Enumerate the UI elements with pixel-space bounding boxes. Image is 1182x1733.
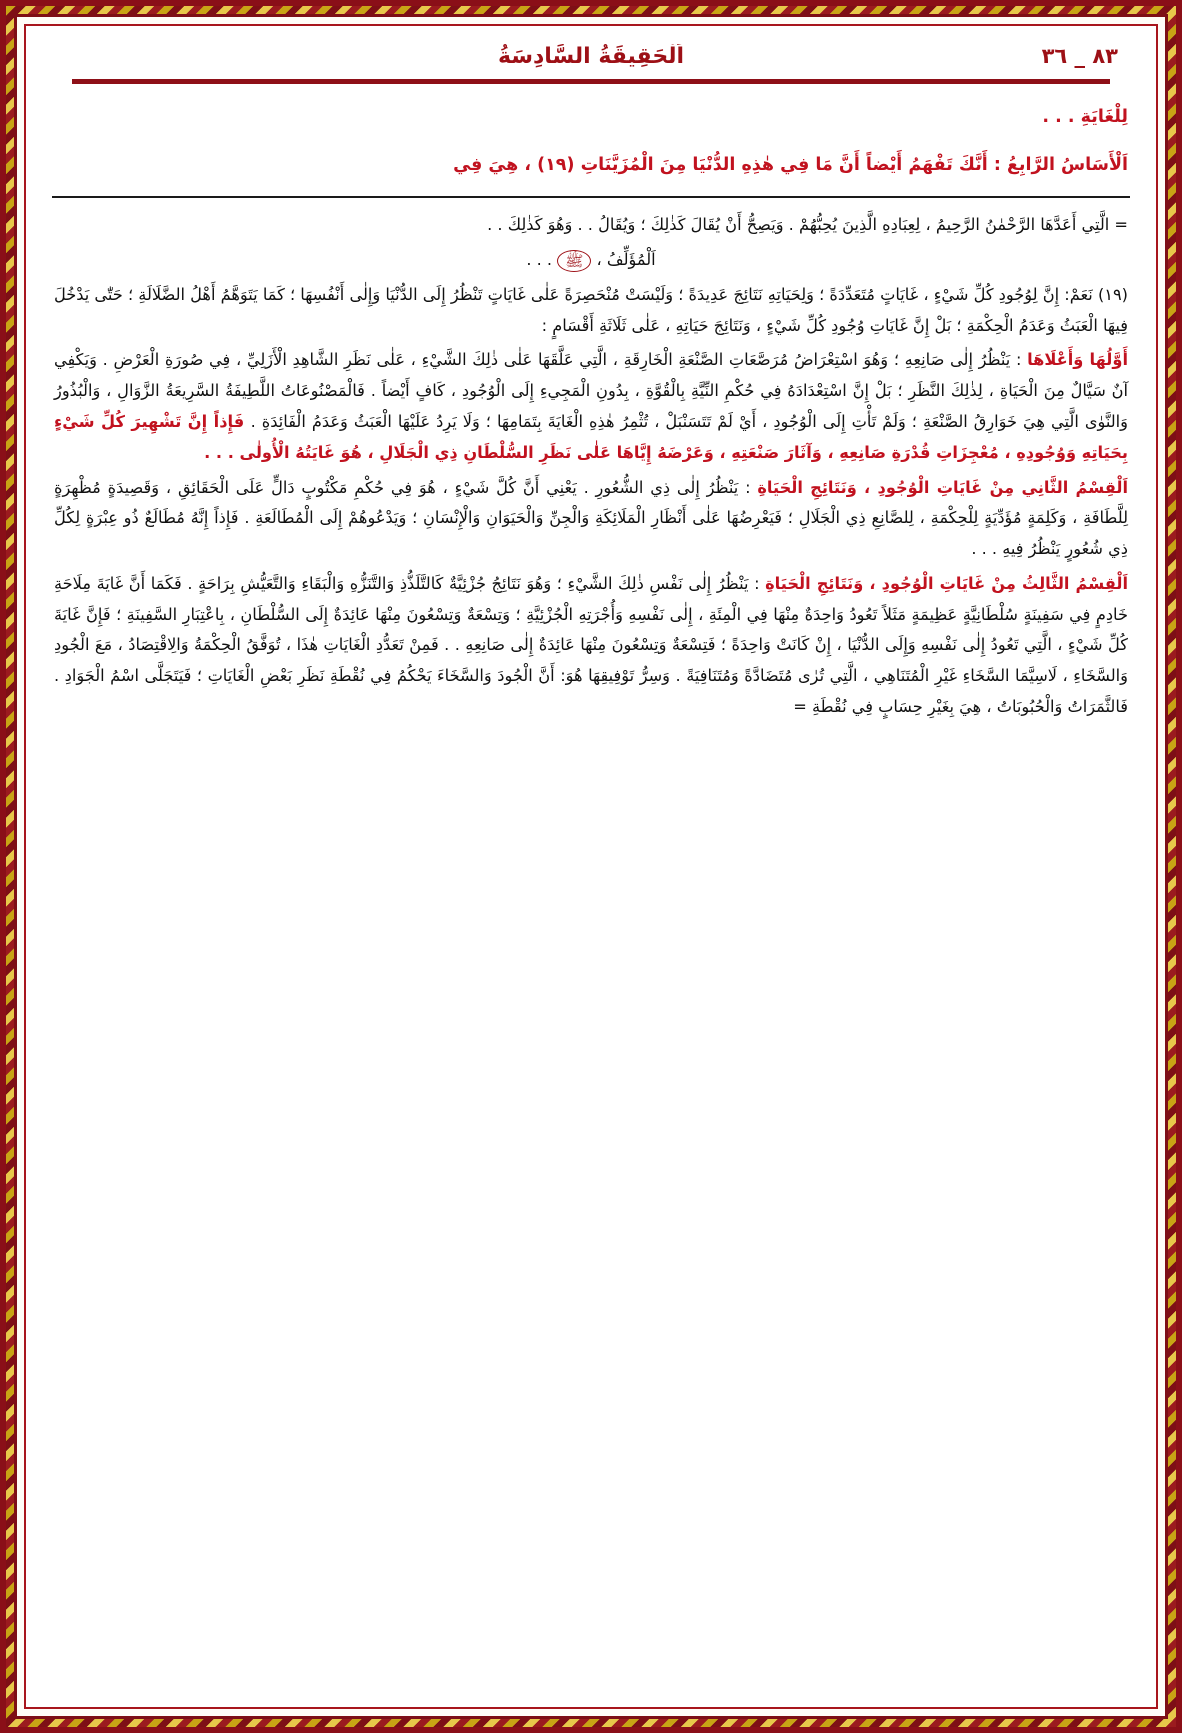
footnote-divider	[52, 196, 1130, 198]
page-number: ٨٣ _ ٣٦	[1041, 44, 1118, 68]
first-section-paragraph	[46, 345, 1136, 468]
fourth-principle-paragraph: اَلْأَسَاسُ الرَّابِعُ : أَنَّكَ تَفْهَمُ أَيْضاً أَنَّ مَا فِي هٰذِهِ الدُّنْيَا مِنَ الْمُزَيَّنَاتِ (١٩) ، هِيَ فِي	[453, 155, 1128, 176]
page-header	[46, 44, 1136, 69]
third-section-paragraph	[46, 569, 1136, 723]
page-title: اَلْحَقِيقَةُ السَّادِسَةُ	[497, 44, 685, 69]
header-divider	[72, 79, 1110, 84]
footnote-author-label: اَلْمُؤَلِّفُ ،	[591, 250, 656, 270]
second-section-paragraph	[46, 473, 1136, 565]
footnote-continued: = الَّتِي أَعَدَّهَا الرَّحْمٰنُ الرَّحِيمُ ، لِعِبَادِهِ الَّذِينَ يُحِبُّهُمْ . وَيَصِحُّ أَنْ يُقَالَ كَذٰلِكَ ؛ وَيُقَالُ . . وَهُوَ كَذٰلِكَ . .	[487, 215, 1128, 235]
line-continuation: لِلْغَايَةِ . . .	[1042, 107, 1128, 127]
footnote-19: (١٩) نَعَمْ: إِنَّ لِوُجُودِ كُلِّ شَيْءٍ ، غَايَاتٍ مُتَعَدِّدَةً ؛ وَلِحَيَاتِهِ نَتَائِجَ عَدِيدَةً ؛ وَلَيْسَتْ مُنْحَصِرَةً عَلٰى غَايَاتٍ تَنْظُرُ إِلَى الدُّنْيَا وَإِلٰى أَنْفُسِهَا ؛ كَمَا يَتَوَهَّمُ أَهْلُ الضَّلَالَةِ ؛ حَتّٰى يَدْخُلَ فِيهَا الْعَبَثُ وَعَدَمُ الْحِكْمَةِ ؛ بَلْ إِنَّ غَايَاتِ وُجُودِ كُلِّ شَيْءٍ ، وَنَتَائِجَ حَيَاتِهِ ، عَلٰى ثَلَاثَةِ أَقْسَامٍ :	[54, 284, 1128, 335]
second-section-heading: اَلْقِسْمُ الثَّانِي مِنْ غَايَاتِ الْوُجُودِ ، وَنَتَائِجِ الْحَيَاةِ	[757, 477, 1128, 497]
first-section-heading: أَوَّلُهَا وَأَعْلَاهَا	[1027, 350, 1128, 370]
first-section-text: : يَنْظُرُ إِلٰى صَانِعِهِ ؛ وَهُوَ اسْتِعْرَاضُ مُرَصَّعَاتِ الصَّنْعَةِ الْخَارِقَةِ ، الَّتِي عَلَّقَهَا عَلٰى ذٰلِكَ الشَّيْءِ ، عَلٰى نَظَرِ الشَّاهِدِ الْأَزَلِيِّ ، فِي صُورَةِ الْعَرْضِ . وَيَكْفِي آنٌ سَيَّالٌ مِنَ الْحَيَاةِ ، لِذٰلِكَ النَّظَرِ ؛ بَلْ إِنَّ اسْتِعْدَادَهُ فِي حُكْمِ النِّيَّةِ بِالْقُوَّةِ ، بِدُونِ الْمَجِيءِ إِلَى الْوُجُودِ ، كَافٍ أَيْضاً . فَالْمَصْنُوعَاتُ اللَّطِيفَةُ السَّرِيعَةُ الزَّوَالِ ، وَالْبُذُورُ وَالنَّوٰى الَّتِي هِيَ خَوَارِقُ الصَّنْعَةِ ؛ وَلَمْ تَأْتِ إِلَى الْوُجُودِ ، أَيْ لَمْ تَتَسَنْبَلْ ، تُثْمِرُ هٰذِهِ الْغَايَةَ بِتَمَامِهَا ؛ وَلَا يَرِدُ عَلَيْهَا الْعَبَثُ وَعَدَمُ الْفَائِدَةِ .	[54, 350, 1128, 431]
footnote-author-tail: . . .	[526, 250, 558, 270]
second-section-text: : يَنْظُرُ إِلٰى ذِي الشُّعُورِ . يَعْنِي أَنَّ كُلَّ شَيْءٍ ، هُوَ فِي حُكْمِ مَكْتُوبٍ دَالٍّ عَلَى الْحَقَائِقِ ، وَقَصِيدَةٍ مُظْهِرَةٍ لِلَّطَافَةِ ، وَكَلِمَةٍ مُؤَدِّيَةٍ لِلْحِكْمَةِ ، لِلصَّانِعِ ذِي الْجَلَالِ ؛ فَيَعْرِضُهَا عَلٰى أَنْظَارِ الْمَلَائِكَةِ وَالْجِنِّ وَالْحَيَوَانِ وَالْإِنْسَانِ ؛ وَيَدْعُوهُمْ إِلَى الْمُطَالَعَةِ . فَإِذاً إِنَّهُ مُطَالَعٌ ذُو عِبْرَةٍ لِكُلِّ ذِي شُعُورٍ يَنْظُرُ فِيهِ . . .	[54, 477, 1128, 559]
page-content	[46, 44, 1136, 1693]
spacer	[46, 138, 1136, 148]
first-section-conclusion: فَإِذاً إِنَّ تَشْهِيرَ كُلِّ شَيْءٍ بِحَيَاتِهِ وَوُجُودِهِ ، مُعْجِزَاتِ قُدْرَةِ صَانِعِهِ ، وَآثَارَ صَنْعَتِهِ ، وَعَرْضَهُ إِيَّاهَا عَلٰى نَظَرِ السُّلْطَانِ ذِي الْجَلَالِ ، هُوَ غَايَتُهُ الْأُولٰى . . .	[54, 411, 1128, 462]
prophet-seal-icon: ﷺ	[557, 250, 591, 272]
third-section-text: : يَنْظُرُ إِلٰى نَفْسِ ذٰلِكَ الشَّيْءِ ؛ وَهُوَ نَتَائِجُ جُزْئِيَّةٌ كَالتَّلَذُّذِ وَالتَّنَزُّهِ وَالْبَقَاءِ وَالتَّعَيُّشِ بِرَاحَةٍ . فَكَمَا أَنَّ غَايَةَ مِلَاحَةِ خَادِمٍ فِي سَفِينَةٍ سُلْطَانِيَّةٍ عَظِيمَةٍ مَثَلاً تَعُودُ وَاحِدَةٌ مِنْهَا فِي الْمِئَةِ ، إِلٰى نَفْسِهِ وَأُجْرَتِهِ الْجُزْئِيَّةِ ؛ وَتِسْعَةٌ وَتِسْعُونَ مِنْهَا عَائِدَةٌ إِلَى السُّلْطَانِ ، بِاعْتِبَارِ السَّفِينَةِ ؛ فَإِنَّ غَايَةَ كُلِّ شَيْءٍ ، الَّتِي تَعُودُ إِلٰى نَفْسِهِ وَإِلَى الدُّنْيَا ، إِنْ كَانَتْ وَاحِدَةً ؛ فَتِسْعَةٌ وَتِسْعُونَ مِنْهَا عَائِدَةٌ إِلٰى صَانِعِهِ . . فَمِنْ تَعَدُّدِ الْغَايَاتِ هٰذَا ، تُوَفَّقُ الْحِكْمَةُ وَالِاقْتِصَادُ ، مَعَ الْجُودِ وَالسَّخَاءِ ، لَاسِيَّمَا السَّخَاءِ غَيْرِ الْمُتَنَاهِي ، الَّتِي تُرٰى مُتَضَادَّةً وَمُتَنَافِيَةً . وَسِرُّ تَوْفِيقِهَا هُوَ: أَنَّ الْجُودَ وَالسَّخَاءَ يَحْكُمُ فِي نُقْطَةِ نَظَرِ بَعْضِ الْغَايَاتِ ؛ فَيَتَجَلَّى اسْمُ الْجَوَادِ . فَالثَّمَرَاتُ وَالْحُبُوبَاتُ ، هِيَ بِغَيْرِ حِسَابٍ فِي نُقْطَةِ =	[54, 573, 1128, 716]
third-section-heading: اَلْقِسْمُ الثَّالِثُ مِنْ غَايَاتِ الْوُجُودِ ، وَنَتَائِجِ الْحَيَاةِ	[765, 573, 1128, 593]
footnote-author-line	[46, 245, 1136, 276]
